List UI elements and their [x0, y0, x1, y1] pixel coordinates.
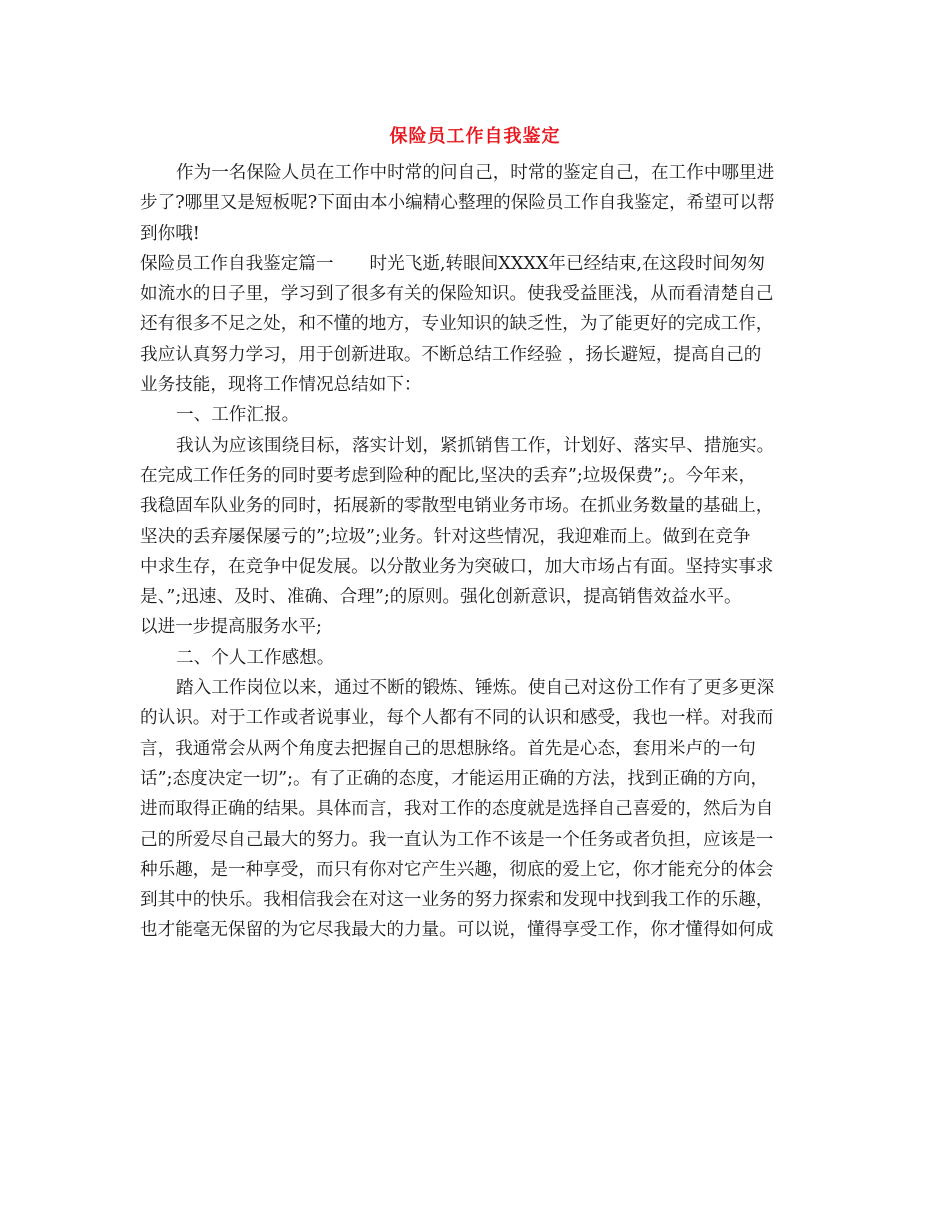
article-line: 我应认真努力学习，用于创新进取。不断总结工作经验 ，扬长避短，提高自己的 [140, 344, 762, 365]
section2-line: 到其中的快乐。我相信我会在对这一业务的努力探索和发现中找到我工作的乐趣， [140, 890, 774, 911]
document-title: 保险员工作自我鉴定 [389, 126, 561, 147]
section1-line: 在完成工作任务的同时要考虑到险种的配比,坚决的丢弃”;垃圾保费”;。今年来， [140, 465, 757, 486]
section2-line: 种乐趣，是一种享受，而只有你对它产生兴趣，彻底的爱上它，你才能充分的体会 [140, 859, 774, 880]
article-line: 还有很多不足之处，和不懂的地方，专业知识的缺乏性，为了能更好的完成工作， [140, 314, 774, 335]
section2-line: 己的所爱尽自己最大的努力。我一直认为工作不该是一个任务或者负担，应该是一 [140, 829, 774, 850]
intro-line: 作为一名保险人员在工作中时常的问自己，时常的鉴定自己，在工作中哪里进 [176, 163, 775, 183]
section2-line: 的认识。对于工作或者说事业，每个人都有不同的认识和感受，我也一样。对我而 [140, 708, 774, 729]
section-heading: 一、工作汇报。 [176, 405, 300, 426]
section1-line: 是、”;迅速、及时、准确、合理”;的原则。强化创新意识，提高销售效益水平。 [140, 587, 742, 608]
document-body [140, 158, 816, 946]
article-line: 如流水的日子里，学习到了很多有关的保险知识。使我受益匪浅，从而看清楚自己 [140, 284, 774, 305]
section1-line: 中求生存，在竞争中促发展。以分散业务为突破口，加大市场占有面。坚持实事求 [140, 556, 774, 577]
section2-line: 话”;态度决定一切”;。有了正确的态度，才能运用正确的方法，找到正确的方向， [140, 768, 769, 789]
intro-line: 到你哦! [140, 223, 200, 244]
section2-line: 进而取得正确的结果。具体而言，我对工作的态度就是选择自己喜爱的，然后为自 [140, 799, 774, 820]
section1-line: 我稳固车队业务的同时，拓展新的零散型电销业务市场。在抓业务数量的基础上， [140, 496, 774, 517]
article-heading: 保险员工作自我鉴定篇一 [140, 253, 334, 274]
section-heading: 二、个人工作感想。 [176, 647, 335, 668]
section1-line: 坚决的丢弃屡保屡亏的”;垃圾”;业务。针对这些情况，我迎难而上。做到在竞争 [140, 526, 751, 547]
article-line: 业务技能，现将工作情况总结如下： [140, 375, 422, 396]
section2-line: 也才能毫无保留的为它尽我最大的力量。可以说，懂得享受工作，你才懂得如何成 [140, 920, 774, 941]
section2-line: 言，我通常会从两个角度去把握自己的思想脉络。首先是心态，套用米卢的一句 [140, 738, 756, 759]
intro-line: 步了?哪里又是短板呢?下面由本小编精心整理的保险员工作自我鉴定，希望可以帮 [140, 193, 775, 214]
section1-line: 以进一步提高服务水平; [140, 617, 322, 638]
section2-line: 踏入工作岗位以来，通过不断的锻炼、锤炼。使自己对这份工作有了更多更深 [176, 678, 775, 699]
article-first-line: 时光飞逝,转眼间XXXX年已经结束,在这段时间匆匆 [369, 253, 766, 274]
section1-line: 我认为应该围绕目标，落实计划，紧抓销售工作，计划好、落实早、措施实。 [176, 435, 775, 456]
article-heading-line [140, 249, 816, 279]
